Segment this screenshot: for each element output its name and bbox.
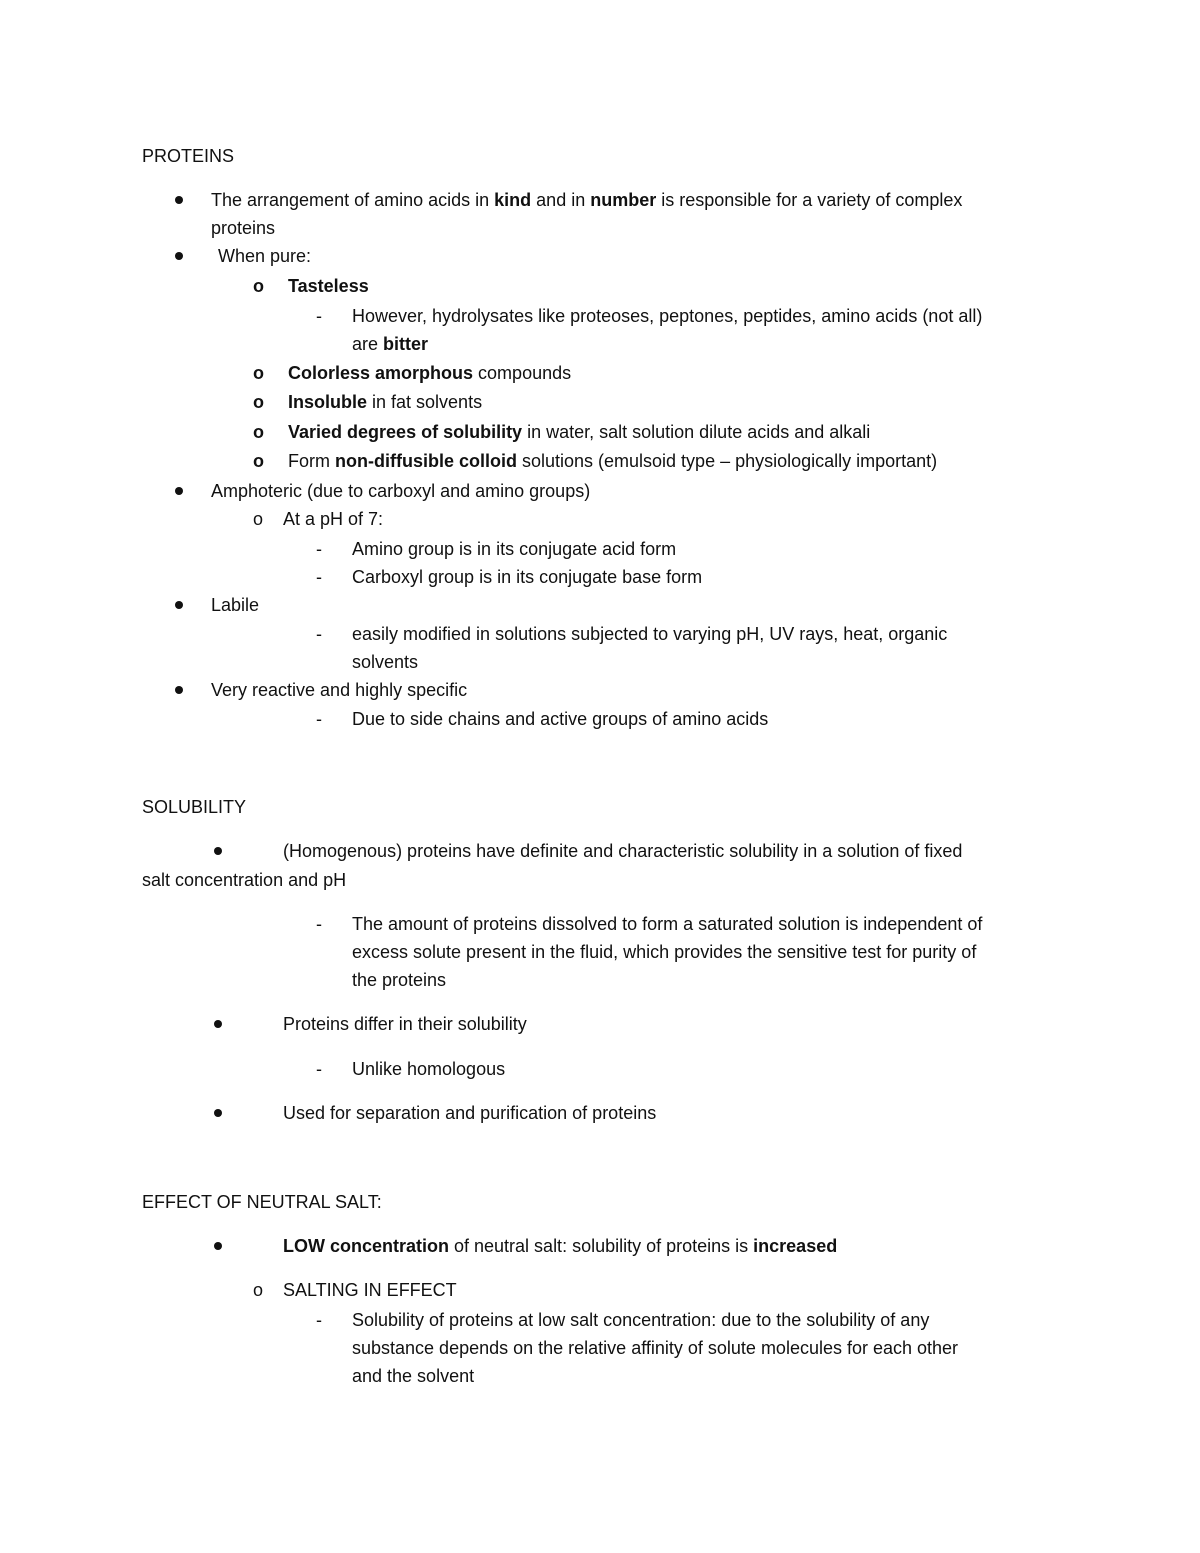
sub-item-insoluble: Insoluble in fat solvents [288, 392, 483, 412]
sub-sub-item-solubility-low: Solubility of proteins at low salt concentration: due to the solubility of any [352, 1310, 930, 1330]
dash-marker: - [316, 1310, 322, 1330]
sub-item-amount: The amount of proteins dissolved to form a saturated solution is independent of [352, 914, 983, 934]
bullet-marker [175, 196, 183, 204]
sub-item-ph7: At a pH of 7: [283, 509, 384, 529]
sub-sub-item-easily-modified: easily modified in solutions subjected to varying pH, UV rays, heat, organic [352, 624, 948, 644]
sub-item-salting-in: SALTING IN EFFECT [283, 1280, 457, 1300]
sub-sub-item-easily-modified-cont: solvents [352, 652, 419, 672]
dash-marker: - [316, 1059, 322, 1079]
sub-sub-item-hydrolysates-cont: are bitter [352, 334, 429, 354]
list-item-labile: Labile [211, 595, 260, 615]
list-item-homogenous: (Homogenous) proteins have definite and characteristic solubility in a solution of fixed [283, 841, 963, 861]
circle-bullet-marker: o [253, 276, 264, 296]
bullet-marker [214, 847, 222, 855]
sub-item-amount-cont: excess solute present in the fluid, which provides the sensitive test for purity of [352, 942, 977, 962]
bullet-marker [175, 252, 183, 260]
list-item-reactive: Very reactive and highly specific [211, 680, 468, 700]
list-item-amphoteric: Amphoteric (due to carboxyl and amino groups) [211, 481, 591, 501]
list-item-homogenous-cont: salt concentration and pH [142, 870, 347, 890]
circle-bullet-marker: o [253, 363, 264, 383]
list-item-arrangement-cont: proteins [211, 218, 276, 238]
dash-marker: - [316, 914, 322, 934]
bullet-marker [175, 601, 183, 609]
circle-bullet-marker: o [253, 422, 264, 442]
circle-bullet-marker: o [253, 451, 264, 471]
circle-bullet-marker: o [253, 392, 264, 412]
sub-item-varied-solubility: Varied degrees of solubility in water, salt solution dilute acids and alkali [288, 422, 871, 442]
section-heading-neutral-salt: EFFECT OF NEUTRAL SALT: [142, 1192, 382, 1212]
section-heading-proteins: PROTEINS [142, 146, 235, 166]
list-item-used: Used for separation and purification of proteins [283, 1103, 657, 1123]
sub-sub-item-carboxyl-group: Carboxyl group is in its conjugate base form [352, 567, 703, 587]
sub-item-colorless: Colorless amorphous compounds [288, 363, 572, 383]
dash-marker: - [316, 709, 322, 729]
sub-sub-item-hydrolysates: However, hydrolysates like proteoses, peptones, peptides, amino acids (not all) [352, 306, 983, 326]
bullet-marker [175, 487, 183, 495]
sub-sub-item-solubility-low-cont2: and the solvent [352, 1366, 475, 1386]
sub-item-form-colloid: Form non-diffusible colloid solutions (emulsoid type – physiologically important) [288, 451, 938, 471]
bullet-marker [214, 1020, 222, 1028]
list-item-arrangement: The arrangement of amino acids in kind and in number is responsible for a variety of complex [211, 190, 963, 210]
sub-sub-item-solubility-low-cont: substance depends on the relative affinity of solute molecules for each other [352, 1338, 959, 1358]
sub-item-tasteless: Tasteless [288, 276, 369, 296]
bullet-marker [175, 686, 183, 694]
sub-item-amount-cont2: the proteins [352, 970, 447, 990]
section-heading-solubility: SOLUBILITY [142, 797, 247, 817]
circle-bullet-marker: o [253, 1280, 264, 1300]
bullet-marker [214, 1109, 222, 1117]
dash-marker: - [316, 306, 322, 326]
sub-item-unlike: Unlike homologous [352, 1059, 506, 1079]
sub-sub-item-side-chains: Due to side chains and active groups of amino acids [352, 709, 769, 729]
dash-marker: - [316, 539, 322, 559]
bullet-marker [214, 1242, 222, 1250]
list-item-low-concentration: LOW concentration of neutral salt: solubility of proteins is increased [283, 1236, 838, 1256]
circle-bullet-marker: o [253, 509, 264, 529]
sub-sub-item-amino-group: Amino group is in its conjugate acid form [352, 539, 677, 559]
dash-marker: - [316, 624, 322, 644]
list-item-when-pure: When pure: [218, 246, 312, 266]
list-item-differ: Proteins differ in their solubility [283, 1014, 527, 1034]
dash-marker: - [316, 567, 322, 587]
